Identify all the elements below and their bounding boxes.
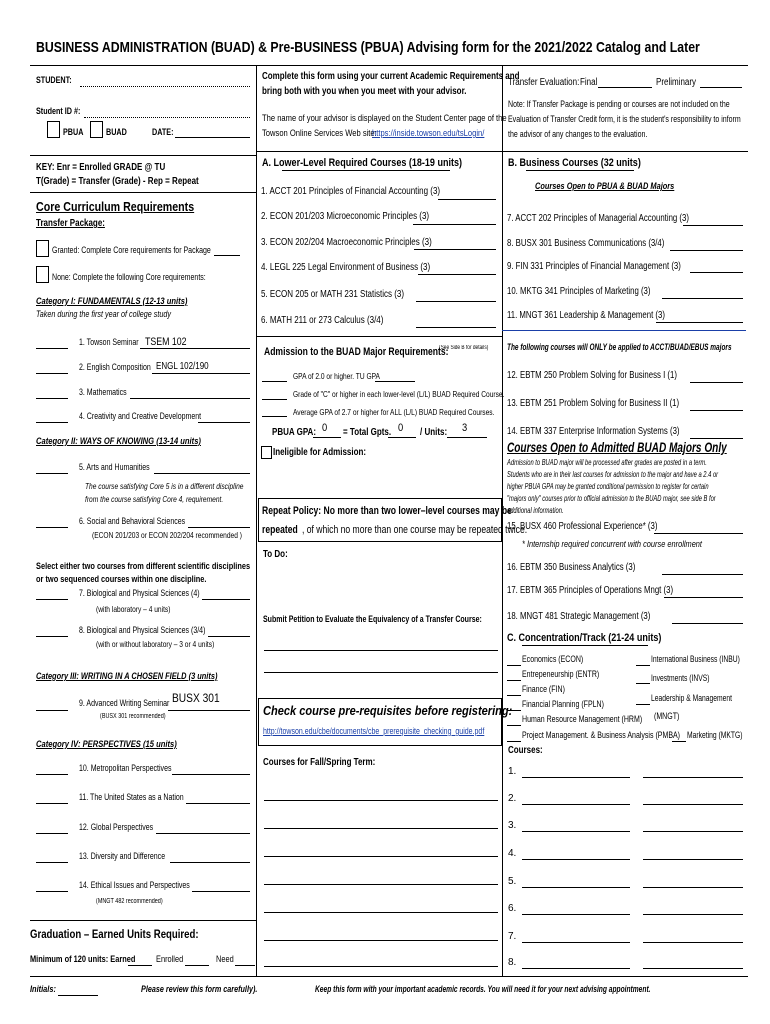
- course-number: 1.: [508, 766, 517, 777]
- initials-field[interactable]: [58, 995, 98, 996]
- majors-only-note: The following courses will ONLY be applied to ACCT/BUAD/EBUS majors: [507, 342, 732, 352]
- track-hrm: Human Resource Management (HRM): [522, 714, 643, 724]
- need-field[interactable]: [235, 965, 255, 966]
- track-course-field[interactable]: [522, 887, 630, 888]
- term-course-field[interactable]: [264, 940, 498, 941]
- course-b12: 12. EBTM 250 Problem Solving for Business I (1): [507, 370, 677, 381]
- intro-text: Complete this form using your current Academic Requirements and: [262, 71, 520, 82]
- repeat-policy-line1: Repeat Policy: No more than two lower–level courses may be: [262, 505, 512, 517]
- grade-field[interactable]: [36, 599, 68, 600]
- core-item-8-note: (with or without laboratory – 3 or 4 units): [96, 639, 215, 649]
- grade-field[interactable]: [662, 298, 743, 299]
- core-item-2: 2. English Composition: [79, 362, 151, 372]
- track-check[interactable]: [507, 710, 521, 711]
- key-line2: T(Grade) = Transfer (Grade) - Rep = Repeat: [36, 176, 199, 187]
- grade-field[interactable]: [683, 225, 743, 226]
- course-field[interactable]: [208, 636, 250, 637]
- total-gpts-label: = Total Gpts.: [343, 427, 392, 438]
- track-mktg: Marketing (MKTG): [687, 730, 743, 740]
- core-item-14-note: (MNGT 482 recommended): [96, 898, 163, 905]
- preliminary-field[interactable]: [700, 87, 742, 88]
- core-item-13: 13. Diversity and Difference: [79, 851, 166, 861]
- total-gpts-value: 0: [398, 422, 404, 434]
- transfer-package-label: Transfer Package:: [36, 218, 105, 229]
- track-fin: Finance (FIN): [522, 684, 565, 694]
- course-number: 7.: [508, 931, 517, 942]
- enrolled-field[interactable]: [185, 965, 209, 966]
- course-b10: 10. MKTG 341 Principles of Marketing (3): [507, 286, 651, 297]
- petition-label: Submit Petition to Evaluate the Equivalency of a Transfer Course:: [263, 614, 482, 624]
- advisor-text: Towson Online Services Web site:: [262, 128, 377, 139]
- core-item-7: 7. Biological and Physical Sciences (4): [79, 588, 200, 598]
- tu-gpa-field[interactable]: [375, 381, 415, 382]
- track-course-field[interactable]: [522, 859, 630, 860]
- course-a2: 2. ECON 201/203 Microeconomic Principles (3): [261, 211, 430, 222]
- core-item-6: 6. Social and Behavioral Sciences: [79, 516, 186, 526]
- track-lm: Leadership & Management: [651, 693, 733, 703]
- course-b9: 9. FIN 331 Principles of Financial Management (3): [507, 261, 681, 272]
- track-check[interactable]: [507, 725, 521, 726]
- category-1-heading: Category I: FUNDAMENTALS (12-13 units): [36, 296, 188, 307]
- core-item-9-note: (BUSX 301 recommended): [100, 713, 166, 720]
- section-c-heading: C. Concentration/Track (21-24 units): [507, 632, 662, 644]
- course-b14: 14. EBTM 337 Enterprise Information Systems (3): [507, 426, 680, 437]
- initials-label: Initials:: [30, 984, 56, 995]
- grade-field[interactable]: [36, 473, 68, 474]
- admission-req-3: Average GPA of 2.7 or higher for ALL (L/L) BUAD Required Courses.: [293, 407, 495, 417]
- term-course-field[interactable]: [264, 884, 498, 885]
- grade-field[interactable]: [414, 249, 496, 250]
- track-check[interactable]: [507, 680, 521, 681]
- bottom-rule: [30, 976, 748, 977]
- pbua-gpa-field[interactable]: [313, 437, 341, 438]
- course-field[interactable]: [168, 710, 250, 711]
- track-grade-field[interactable]: [643, 914, 743, 915]
- prereq-heading: Check course pre-requisites before registering:: [263, 703, 513, 718]
- gpa-check-field[interactable]: [262, 381, 287, 382]
- need-label: Need: [216, 954, 234, 965]
- grade-field[interactable]: [36, 774, 68, 775]
- column-divider-left: [256, 65, 257, 976]
- track-course-field[interactable]: [522, 914, 630, 915]
- heading-underline: [522, 645, 648, 646]
- todo-label: To Do:: [263, 549, 288, 560]
- core-item-5-note: The course satisfying Core 5 is in a different discipline: [85, 481, 244, 491]
- course-a6: 6. MATH 211 or 273 Calculus (3/4): [261, 315, 384, 326]
- grade-field[interactable]: [416, 301, 496, 302]
- grade-field[interactable]: [670, 250, 743, 251]
- track-check[interactable]: [636, 683, 650, 684]
- course-field[interactable]: [154, 473, 250, 474]
- admission-note: (See Side B for details): [439, 345, 489, 351]
- section-a-heading: A. Lower-Level Required Courses (18-19 units): [262, 157, 462, 169]
- student-name-field[interactable]: [80, 86, 250, 87]
- buad-label: BUAD: [106, 127, 127, 137]
- core-item-11: 11. The United States as a Nation: [79, 792, 184, 802]
- column-divider-right: [502, 65, 503, 976]
- date-field[interactable]: [175, 137, 250, 138]
- admission-req-2: Grade of "C" or higher in each lower-level (L/L) BUAD Required Course.: [293, 389, 505, 399]
- heading-underline: [526, 170, 634, 171]
- blue-rule: [502, 330, 746, 331]
- repeat-policy-line2: , of which no more than one course may be repeated twice.: [302, 524, 528, 536]
- granted-checkbox[interactable]: [36, 240, 49, 257]
- transfer-note: the advisor of any changes to the evaluation.: [508, 129, 648, 139]
- term-course-field[interactable]: [264, 856, 498, 857]
- core-item-1-handwritten: TSEM 102: [145, 336, 187, 348]
- track-grade-field[interactable]: [643, 968, 743, 969]
- course-b17: 17. EBTM 365 Principles of Operations Mngt (3): [507, 585, 674, 596]
- core-item-3: 3. Mathematics: [79, 387, 127, 397]
- course-number: 2.: [508, 793, 517, 804]
- course-b13: 13. EBTM 251 Problem Solving for Business II (1): [507, 398, 680, 409]
- course-number: 3.: [508, 820, 517, 831]
- admission-paragraph: Students who are in their last courses for admission to the major and have a 2.4 or: [507, 469, 719, 479]
- course-b15: 15. BUSX 460 Professional Experience* (3): [507, 521, 658, 532]
- term-course-field[interactable]: [264, 912, 498, 913]
- rule: [30, 920, 256, 921]
- core-item-7-note: (with laboratory – 4 units): [96, 604, 171, 614]
- course-number: 8.: [508, 957, 517, 968]
- course-field[interactable]: [188, 527, 250, 528]
- none-checkbox[interactable]: [36, 266, 49, 283]
- track-grade-field[interactable]: [643, 942, 743, 943]
- course-b11: 11. MNGT 361 Leadership & Management (3): [507, 310, 665, 321]
- course-b18: 18. MNGT 481 Strategic Management (3): [507, 611, 651, 622]
- track-check[interactable]: [672, 741, 686, 742]
- student-label: STUDENT:: [36, 75, 72, 85]
- track-check[interactable]: [507, 741, 521, 742]
- grade-field[interactable]: [36, 422, 68, 423]
- core-item-5-note: from the course satisfying Core 4, requirement.: [85, 494, 224, 504]
- advisor-text: The name of your advisor is displayed on the Student Center page of the: [262, 113, 507, 124]
- grade-field[interactable]: [664, 597, 743, 598]
- ineligible-checkbox[interactable]: [261, 446, 272, 459]
- earned-field[interactable]: [128, 965, 152, 966]
- science-note: or two sequenced courses within one discipline.: [36, 574, 207, 585]
- term-course-field[interactable]: [264, 800, 498, 801]
- admission-req-1: GPA of 2.0 or higher. TU GPA: [293, 371, 380, 381]
- admitted-majors-heading: Courses Open to Admitted BUAD Majors Only: [507, 439, 727, 455]
- track-fpln: Financial Planning (FPLN): [522, 699, 604, 709]
- grade-check-field[interactable]: [262, 399, 287, 400]
- intro-text: bring both with you when you meet with your advisor.: [262, 86, 467, 97]
- none-label: None: Complete the following Core requirements:: [52, 272, 206, 282]
- course-field[interactable]: [170, 862, 250, 863]
- core-item-5: 5. Arts and Humanities: [79, 462, 150, 472]
- rule: [30, 192, 256, 193]
- granted-label: Granted: Complete Core requirements for Package: [52, 245, 211, 255]
- course-field[interactable]: [156, 833, 250, 834]
- course-a1: 1. ACCT 201 Principles of Financial Accounting (3): [261, 186, 441, 197]
- grade-field[interactable]: [36, 373, 68, 374]
- core-item-12: 12. Global Perspectives: [79, 822, 154, 832]
- minimum-units-label: Minimum of 120 units: Earned: [30, 954, 136, 965]
- preliminary-label: Preliminary: [656, 77, 697, 88]
- grade-field[interactable]: [413, 224, 496, 225]
- track-inbu: International Business (INBU): [651, 654, 740, 664]
- category-3-heading: Category III: WRITING IN A CHOSEN FIELD (3 units): [36, 671, 218, 682]
- term-course-field[interactable]: [264, 828, 498, 829]
- track-grade-field[interactable]: [643, 831, 743, 832]
- grade-field[interactable]: [36, 833, 68, 834]
- grade-field[interactable]: [438, 199, 496, 200]
- core-item-2-handwritten: ENGL 102/190: [156, 361, 209, 372]
- track-check[interactable]: [636, 665, 650, 666]
- track-pmba: Project Management. & Business Analysis (PMBA): [522, 730, 681, 740]
- grade-field[interactable]: [418, 274, 496, 275]
- admission-heading: Admission to the BUAD Major Requirements:: [264, 346, 449, 358]
- track-grade-field[interactable]: [643, 804, 743, 805]
- grade-field[interactable]: [36, 891, 68, 892]
- course-field[interactable]: [186, 803, 250, 804]
- section-b-heading: B. Business Courses (32 units): [508, 157, 641, 169]
- category-1-note: Taken during the first year of college study: [36, 309, 172, 319]
- core-item-4: 4. Creativity and Creative Development: [79, 411, 202, 421]
- student-id-field[interactable]: [84, 117, 250, 118]
- track-grade-field[interactable]: [643, 859, 743, 860]
- course-a5: 5. ECON 205 or MATH 231 Statistics (3): [261, 289, 405, 300]
- category-4-heading: Category IV: PERSPECTIVES (15 units): [36, 739, 177, 750]
- grade-field[interactable]: [416, 327, 496, 328]
- grade-field[interactable]: [36, 527, 68, 528]
- transfer-note: Note: If Transfer Package is pending or courses are not included on the: [508, 99, 730, 109]
- track-course-field[interactable]: [522, 777, 630, 778]
- grade-field[interactable]: [36, 398, 68, 399]
- rule: [256, 336, 502, 337]
- track-course-field[interactable]: [522, 804, 630, 805]
- course-field[interactable]: [130, 398, 250, 399]
- grade-field[interactable]: [36, 348, 68, 349]
- transfer-eval-label: Transfer Evaluation:: [508, 77, 580, 88]
- course-number: 5.: [508, 876, 517, 887]
- course-field[interactable]: [198, 422, 250, 423]
- page-title: BUSINESS ADMINISTRATION (BUAD) & Pre-BUSINESS (PBUA) Advising form for the 2021/2022 Catalog and Later: [36, 39, 700, 56]
- units-field[interactable]: [447, 437, 487, 438]
- admission-paragraph: Admission to BUAD major will be processed after grades are posted in a term.: [507, 457, 707, 467]
- track-econ: Economics (ECON): [522, 654, 584, 664]
- grade-field[interactable]: [36, 710, 68, 711]
- course-a3: 3. ECON 202/204 Macroeconomic Principles (3): [261, 237, 432, 248]
- course-field[interactable]: [152, 373, 250, 374]
- course-b7: 7. ACCT 202 Principles of Managerial Accounting (3): [507, 213, 689, 224]
- section-b-subheading: Courses Open to PBUA & BUAD Majors: [535, 181, 675, 192]
- track-grade-field[interactable]: [643, 887, 743, 888]
- units-value: 3: [462, 422, 468, 434]
- grade-field[interactable]: [690, 272, 743, 273]
- pbua-gpa-value: 0: [322, 422, 328, 434]
- date-label: DATE:: [152, 127, 174, 137]
- core-item-14: 14. Ethical Issues and Perspectives: [79, 880, 190, 890]
- course-field[interactable]: [202, 599, 250, 600]
- course-a4: 4. LEGL 225 Legal Environment of Business (3): [261, 262, 431, 273]
- towson-services-link[interactable]: https://inside.towson.edu/tsLogin/: [372, 128, 485, 139]
- course-b16: 16. EBTM 350 Business Analytics (3): [507, 562, 636, 573]
- transfer-note: Evaluation of Transfer Credit form, it is the student's responsibility to inform: [508, 114, 741, 124]
- track-check[interactable]: [507, 665, 521, 666]
- track-entr: Entrepeneurship (ENTR): [522, 669, 600, 679]
- petition-field[interactable]: [264, 650, 498, 651]
- track-invs: Investments (INVS): [651, 673, 710, 683]
- course-number: 6.: [508, 903, 517, 914]
- core-item-9: 9. Advanced Writing Seminar: [79, 698, 170, 708]
- granted-field[interactable]: [214, 255, 240, 256]
- top-rule: [30, 65, 748, 66]
- core-item-6-note: (ECON 201/203 or ECON 202/204 recommended ): [92, 530, 242, 540]
- track-grade-field[interactable]: [643, 777, 743, 778]
- track-mngt: (MNGT): [654, 711, 680, 721]
- enrolled-label: Enrolled: [156, 954, 184, 965]
- grade-field[interactable]: [672, 623, 743, 624]
- course-number: 4.: [508, 848, 517, 859]
- grade-field[interactable]: [690, 382, 743, 383]
- rule: [30, 155, 256, 156]
- category-2-heading: Category II: WAYS OF KNOWING (13-14 units): [36, 436, 201, 447]
- student-id-label: Student ID #:: [36, 106, 81, 116]
- grade-field[interactable]: [654, 533, 743, 534]
- total-gpts-field[interactable]: [388, 437, 416, 438]
- grade-field[interactable]: [656, 322, 743, 323]
- track-course-field[interactable]: [522, 942, 630, 943]
- units-label: / Units:: [420, 427, 448, 438]
- term-course-field[interactable]: [264, 966, 498, 967]
- review-note: Please review this form carefully).: [141, 984, 258, 995]
- admission-paragraph: "majors only" courses prior to official admission to the BUAD major, see side B for: [507, 493, 716, 503]
- admission-paragraph: additional information.: [507, 505, 564, 515]
- course-field[interactable]: [140, 348, 250, 349]
- repeat-policy-bold: repeated: [262, 524, 298, 536]
- grade-field[interactable]: [36, 862, 68, 863]
- track-course-field[interactable]: [522, 831, 630, 832]
- prereq-link[interactable]: http://towson.edu/cbe/documents/cbe_prerequisite_checking_guide.pdf: [263, 726, 485, 736]
- graduation-heading: Graduation – Earned Units Required:: [30, 927, 199, 941]
- final-label: Final: [580, 77, 598, 88]
- track-check[interactable]: [507, 695, 521, 696]
- core-item-1: 1. Towson Seminar: [79, 337, 139, 347]
- final-field[interactable]: [598, 87, 652, 88]
- track-course-field[interactable]: [522, 968, 630, 969]
- grade-field[interactable]: [36, 636, 68, 637]
- courses-label: Courses:: [508, 745, 543, 756]
- core-item-9-handwritten: BUSX 301: [172, 691, 220, 705]
- rule: [256, 151, 748, 152]
- pbua-label: PBUA: [63, 127, 84, 137]
- pbua-gpa-label: PBUA GPA:: [272, 427, 316, 438]
- core-item-8: 8. Biological and Physical Sciences (3/4): [79, 625, 206, 635]
- admission-paragraph: higher PBUA GPA may be granted conditional permission to register for certain: [507, 481, 709, 491]
- course-b8: 8. BUSX 301 Business Communications (3/4): [507, 238, 665, 249]
- ineligible-label: Ineligible for Admission:: [273, 447, 367, 458]
- grade-field[interactable]: [36, 803, 68, 804]
- courses-term-label: Courses for Fall/Spring Term:: [263, 757, 376, 768]
- core-item-10: 10. Metropolitan Perspectives: [79, 763, 172, 773]
- grade-field[interactable]: [662, 574, 743, 575]
- course-field[interactable]: [192, 891, 250, 892]
- petition-field[interactable]: [264, 672, 498, 673]
- avg-gpa-check-field[interactable]: [262, 416, 287, 417]
- keep-form-note: Keep this form with your important academic records. You will need it for your next advising appointment.: [315, 984, 651, 995]
- heading-underline: [282, 170, 450, 171]
- key-line1: KEY: Enr = Enrolled GRADE @ TU: [36, 162, 166, 173]
- pbua-checkbox[interactable]: [47, 121, 60, 138]
- track-check[interactable]: [636, 704, 650, 705]
- core-heading: Core Curriculum Requirements: [36, 199, 195, 214]
- internship-note: * Internship required concurrent with course enrollment: [522, 539, 702, 550]
- grade-field[interactable]: [690, 410, 743, 411]
- course-field[interactable]: [172, 774, 250, 775]
- buad-checkbox[interactable]: [90, 121, 103, 138]
- science-note: Select either two courses from different scientific disciplines: [36, 561, 251, 572]
